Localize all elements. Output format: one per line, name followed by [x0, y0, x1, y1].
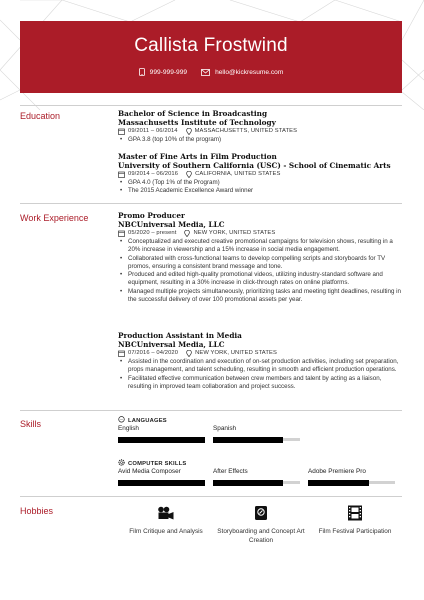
- degree-title: Bachelor of Science in Broadcasting: [118, 109, 268, 118]
- section-divider: [20, 105, 402, 106]
- job-title: Production Assistant in Media: [118, 331, 242, 340]
- list-item: • Managed multiple projects simultaneously, prioritizing tasks and meeting tight deadlines, resulting in the successful delivery of over 100 promotional assets per year.: [118, 288, 403, 305]
- education-entry: [118, 109, 403, 144]
- list-item: • Collaborated with cross-functional teams to develop compelling scripts and storyboards for TV promos, ensuring a consistent brand message and tone.: [118, 255, 403, 272]
- company-name: NBCUniversal Media, LLC: [118, 220, 225, 229]
- section-title-work-experience: Work Experience: [20, 213, 89, 223]
- skill-level-fill: [308, 480, 369, 486]
- education-location: MASSACHUSETTS, UNITED STATES: [194, 128, 298, 134]
- job-title: Promo Producer: [118, 211, 185, 220]
- section-divider: [20, 410, 402, 411]
- section-title-skills: Skills: [20, 419, 42, 429]
- calendar-icon: [118, 350, 125, 357]
- education-details: [118, 179, 403, 196]
- degree-title: Master of Fine Arts in Film Production: [118, 152, 277, 161]
- hobby-label: Film Critique and Analysis: [129, 528, 203, 535]
- languages-heading: [118, 416, 167, 425]
- school-name: University of Southern California (USC) - School of Cinematic Arts: [118, 161, 391, 170]
- skill-level-bar: [118, 481, 205, 484]
- work-duties: [118, 358, 403, 391]
- computer-skills-heading: [118, 459, 186, 468]
- hobby-item: [305, 507, 405, 537]
- hobby-item: [216, 507, 306, 545]
- list-item: • GPA 3.8 (top 10% of the program): [118, 136, 403, 144]
- list-item: • GPA 4.0 (Top 1% of the Program): [118, 179, 403, 187]
- work-meta: [118, 229, 403, 237]
- school-name: Massachusetts Institute of Technology: [118, 118, 276, 127]
- skill-level-fill: [213, 437, 283, 443]
- hobby-label: Storyboarding and Concept Art Creation: [217, 528, 305, 544]
- list-item: • Conceptualized and executed creative promotional campaigns for television shows, resulting in a 20% increase in viewership and a 15% increase in social media engagement.: [118, 238, 403, 255]
- skill-level-bar: [213, 438, 300, 441]
- phone-icon: [139, 68, 145, 76]
- calendar-icon: [118, 230, 125, 237]
- work-entry: [118, 331, 403, 391]
- skill-level-fill: [213, 480, 283, 486]
- email-icon: [201, 69, 210, 76]
- calendar-icon: [118, 171, 125, 178]
- skill-name: English: [118, 425, 139, 432]
- email-address[interactable]: hello@kickresume.com: [215, 68, 284, 76]
- list-item: • Facilitated effective communication between crew members and talent by acting as a liaison, resulting in improved team collaboration and project success.: [118, 375, 403, 392]
- education-meta: [118, 127, 403, 135]
- section-divider: [20, 203, 402, 204]
- work-location: NEW YORK, UNITED STATES: [195, 350, 277, 356]
- work-meta: [118, 349, 403, 357]
- resume-header: [20, 21, 402, 93]
- sketchbook-icon: [254, 505, 268, 525]
- hobby-item: [110, 507, 222, 537]
- work-location: NEW YORK, UNITED STATES: [193, 230, 276, 236]
- work-dates: 05/2020 – present: [128, 230, 177, 236]
- gear-icon: [118, 459, 125, 468]
- location-pin-icon: [186, 171, 192, 178]
- list-item: • Produced and edited high-quality promotional videos, utilizing industry-standard software and equipment, resulting in a 30% increase in click-through rates on online platforms.: [118, 271, 403, 288]
- skill-name: Spanish: [213, 425, 237, 432]
- speech-bubble-icon: [118, 416, 125, 425]
- location-pin-icon: [186, 128, 192, 135]
- film-camera-icon: [157, 506, 175, 524]
- education-details: [118, 136, 403, 144]
- skill-level-bar: [213, 481, 300, 484]
- section-title-education: Education: [20, 111, 61, 121]
- education-dates: 09/2014 – 06/2016: [128, 171, 179, 177]
- location-pin-icon: [186, 350, 192, 357]
- skill-name: Adobe Premiere Pro: [308, 468, 366, 475]
- calendar-icon: [118, 128, 125, 135]
- candidate-name: Callista Frostwind: [134, 35, 288, 56]
- skill-name: After Effects: [213, 468, 248, 475]
- section-title-hobbies: Hobbies: [20, 506, 54, 516]
- list-item: • Assisted in the coordination and execution of on-set production activities, including set preparation, props management, and talent scheduling, resulting in smooth and efficient production operations.: [118, 358, 403, 375]
- education-dates: 09/2011 – 06/2014: [128, 128, 178, 134]
- phone-number[interactable]: 999-999-999: [149, 68, 188, 76]
- company-name: NBCUniversal Media, LLC: [118, 340, 225, 349]
- skill-level-bar: [308, 481, 395, 484]
- education-entry: [118, 152, 403, 196]
- skill-name: Avid Media Composer: [118, 468, 181, 475]
- skill-level-bar: [118, 438, 205, 441]
- languages-label: LANGUAGES: [128, 417, 167, 424]
- hobby-label: Film Festival Participation: [318, 528, 392, 535]
- section-divider: [20, 496, 402, 497]
- work-entry: [118, 211, 403, 304]
- computer-skills-label: COMPUTER SKILLS: [128, 460, 187, 467]
- contact-line: [20, 68, 402, 76]
- education-location: CALIFORNIA, UNITED STATES: [195, 171, 281, 177]
- list-item: • The 2015 Academic Excellence Award winner: [118, 187, 403, 195]
- location-pin-icon: [184, 230, 190, 237]
- education-meta: [118, 170, 403, 178]
- skill-level-fill: [118, 437, 205, 443]
- skill-level-fill: [118, 480, 205, 486]
- work-dates: 07/2016 – 04/2020: [128, 350, 179, 356]
- work-duties: [118, 238, 403, 304]
- film-strip-icon: [347, 505, 363, 525]
